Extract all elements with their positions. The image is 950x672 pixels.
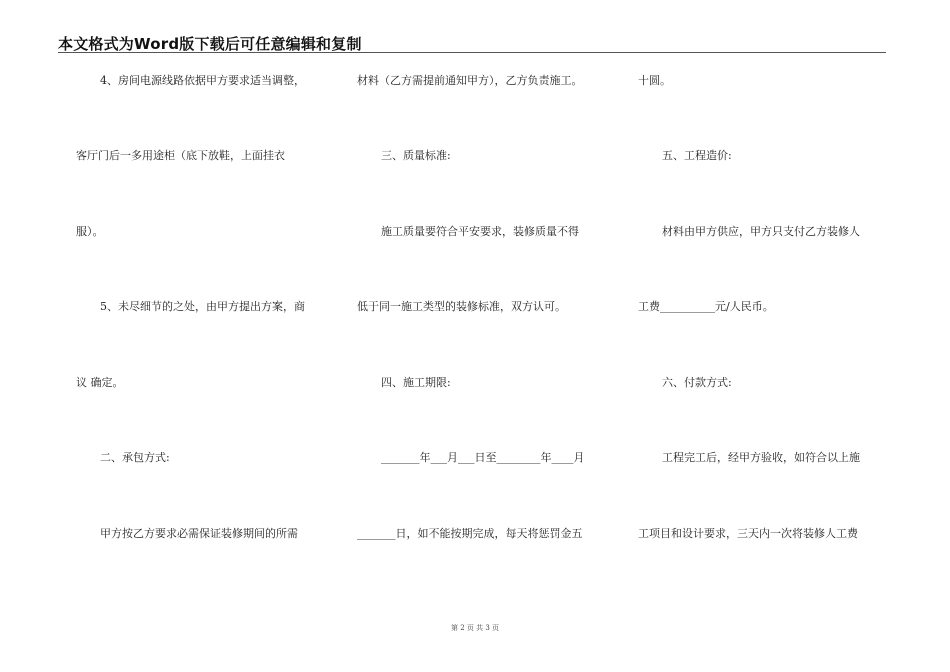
text-line: 甲方按乙方要求必需保证装修期间的所需: [100, 527, 298, 540]
text-line: 低于同一施工类型的装修标准，双方认可。: [357, 300, 566, 313]
section-heading: 六、付款方式:: [662, 376, 732, 389]
section-heading: 五、工程造价:: [662, 149, 732, 162]
document-header-title: 本文格式为Word版下载后可任意编辑和复制: [58, 35, 362, 53]
text-line: 议 确定。: [76, 376, 124, 389]
text-line: 4、房间电源线路依据甲方要求适当调整，: [100, 74, 305, 87]
text-line: 服）。: [76, 225, 104, 238]
text-line: 材料（乙方需提前通知甲方），乙方负责施工。: [357, 74, 583, 87]
text-line: 5、未尽细节的之处，由甲方提出方案，商: [100, 300, 305, 313]
text-line: 材料由甲方供应，甲方只支付乙方装修人: [662, 225, 860, 238]
text-line: _______年___月___日至________年____月: [381, 451, 585, 464]
page-number: 第 2 页 共 3 页: [450, 624, 500, 632]
text-line: 工费__________元/人民币。: [638, 300, 774, 313]
text-line: 十圆。: [638, 74, 671, 87]
text-line: 工项目和设计要求，三天内一次将装修人工费: [638, 527, 858, 540]
header-divider: [58, 52, 886, 53]
section-heading: 四、施工期限:: [381, 376, 451, 389]
text-line: 客厅门后一多用途柜（底下放鞋，上面挂衣: [76, 149, 285, 162]
text-line: _______日，如不能按期完成，每天将惩罚金五: [357, 527, 583, 540]
text-line: 施工质量要符合平安要求，装修质量不得: [381, 225, 579, 238]
section-heading: 二、承包方式:: [100, 451, 170, 464]
section-heading: 三、质量标准:: [381, 149, 451, 162]
text-line: 工程完工后，经甲方验收，如符合以上施: [662, 451, 860, 464]
